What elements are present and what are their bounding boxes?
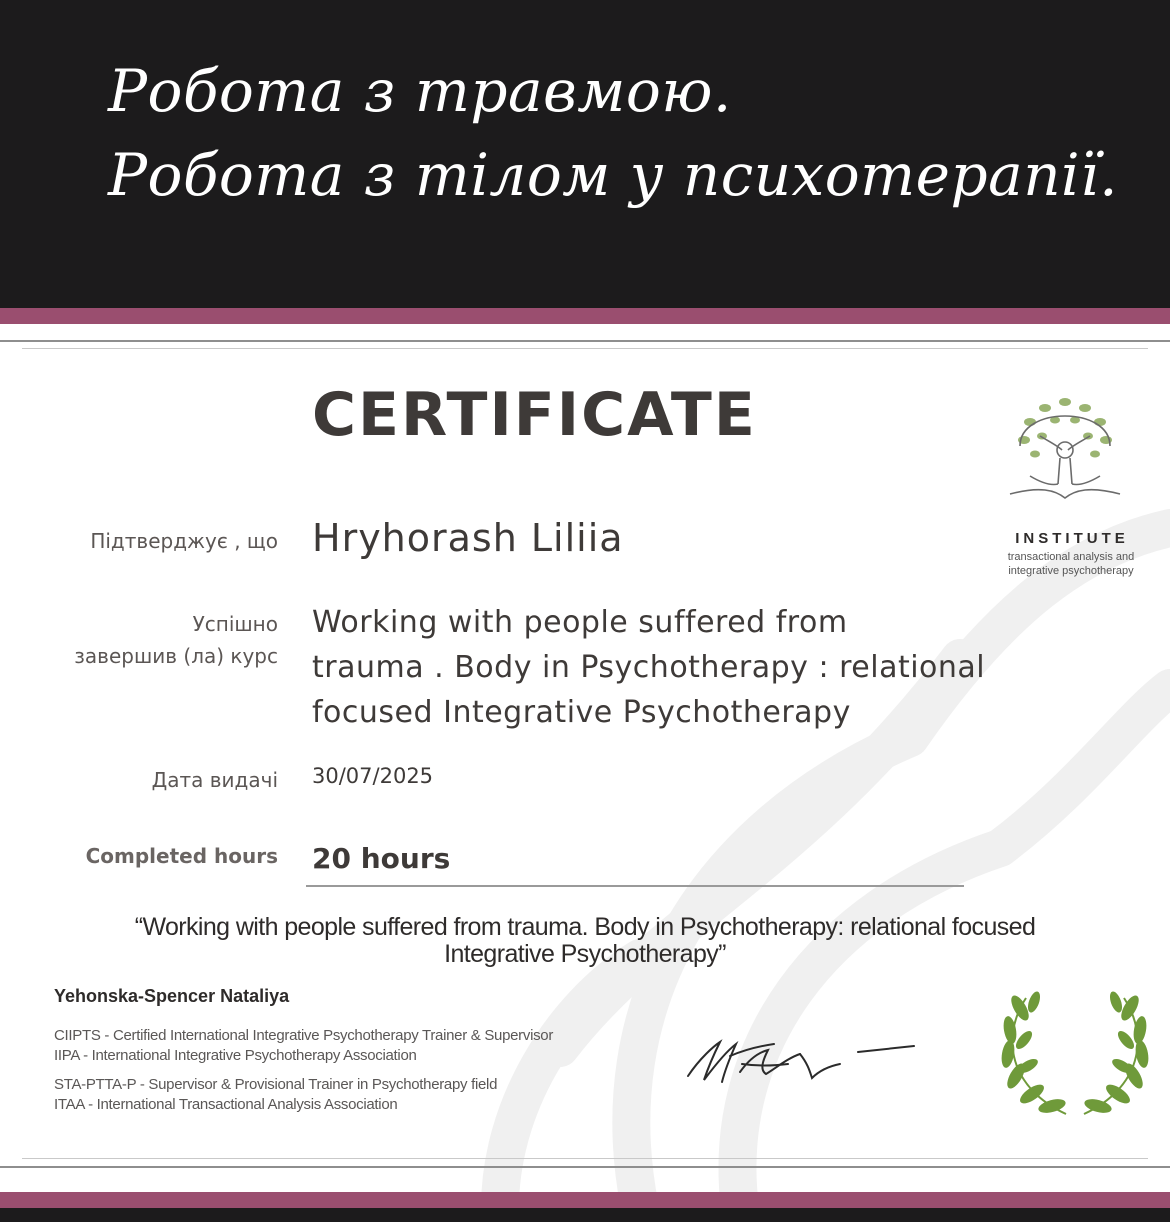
signer-name: Yehonska-Spencer Nataliya bbox=[54, 986, 290, 1006]
certificate-title: CERTIFICATE bbox=[312, 380, 757, 450]
banner-title-line-1: Робота з травмою. bbox=[108, 57, 732, 125]
course-line-1: Working with people suffered from bbox=[312, 605, 848, 640]
bottom-divider bbox=[0, 1166, 1170, 1168]
top-color-band bbox=[0, 308, 1170, 324]
date-label: Дата видачі bbox=[151, 768, 278, 792]
certificate bbox=[0, 308, 1170, 1208]
signature bbox=[680, 1028, 930, 1108]
banner bbox=[0, 0, 1170, 308]
course-title bbox=[312, 600, 985, 735]
inner-top-divider bbox=[22, 348, 1148, 349]
course-label-line-1: Успішно bbox=[192, 612, 278, 636]
banner-title-line-2: Робота з тілом у психотерапії. bbox=[108, 141, 1119, 209]
credential-line-4: ITAA - International Transactional Analysis Association bbox=[54, 1096, 398, 1113]
issue-date: 30/07/2025 bbox=[312, 764, 434, 788]
credential-line-2: IIPA - International Integrative Psychotherapy Association bbox=[54, 1047, 417, 1064]
completed-hours: 20 hours bbox=[312, 842, 451, 875]
course-line-2: trauma . Body in Psychotherapy : relational bbox=[312, 650, 986, 685]
quote-line-2: Integrative Psychotherapy” bbox=[444, 940, 726, 968]
course-label bbox=[74, 608, 278, 672]
laurel-wreath-icon bbox=[990, 968, 1160, 1128]
top-divider bbox=[0, 340, 1170, 342]
institute-name: INSTITUTE bbox=[1015, 530, 1129, 547]
quote-line-1: “Working with people suffered from trauma. Body in Psychotherapy: relational focused bbox=[134, 913, 1036, 941]
institute-subtitle-line-1: transactional analysis and bbox=[1007, 551, 1135, 563]
institute-subtitle-line-2: integrative psychotherapy bbox=[1008, 565, 1134, 577]
bottom-color-band bbox=[0, 1192, 1170, 1208]
confirm-label: Підтверджує , що bbox=[90, 529, 278, 553]
course-quote bbox=[60, 914, 1110, 968]
credential-line-1: CIIPTS - Certified International Integrative Psychotherapy Trainer & Supervisor bbox=[54, 1027, 554, 1044]
hours-underline bbox=[306, 885, 964, 887]
hours-label: Completed hours bbox=[85, 844, 278, 868]
inner-bottom-divider bbox=[22, 1158, 1148, 1159]
institute-tree-logo bbox=[1000, 386, 1130, 508]
course-label-line-2: завершив (ла) курс bbox=[74, 644, 278, 668]
credential-line-3: STA-PTTA-P - Supervisor & Provisional Trainer in Psychotherapy field bbox=[54, 1076, 498, 1093]
course-line-3: focused Integrative Psychotherapy bbox=[312, 695, 851, 730]
recipient-name: Hryhorash Liliia bbox=[312, 516, 624, 560]
institute-subtitle bbox=[976, 550, 1166, 578]
